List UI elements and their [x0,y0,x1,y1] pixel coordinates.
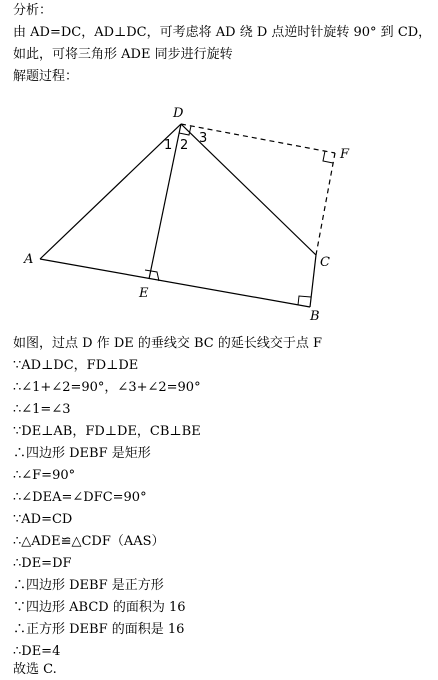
step-3: ∴∠1+∠2=90°，∠3+∠2=90° [13,380,201,395]
label-E: E [139,286,149,301]
step-11: ∴DE=DF [13,556,72,571]
step-7: ∴∠F=90° [13,468,76,483]
segment-AD [40,124,181,259]
step-1: 如图，过点 D 作 DE 的垂线交 BC 的延长线交于点 F [13,336,323,351]
label-B: B [310,309,320,324]
segment-CB [310,255,316,307]
analysis-heading: 分析： [13,3,53,18]
step-2: ∵AD⊥DC，FD⊥DE [13,358,139,373]
step-6: ∴四边形 DEBF 是矩形 [13,446,151,461]
final-answer: 故选 C. [13,662,57,677]
step-9: ∵AD=CD [13,512,73,527]
angle-label-1: 1 [164,138,173,153]
right-angle-B [298,296,311,305]
step-13: ∵四边形 ABCD 的面积为 16 [13,600,186,615]
label-F: F [340,147,350,162]
angle-label-2: 2 [180,138,189,153]
label-C: C [320,255,330,270]
step-15: ∴DE=4 [13,644,61,659]
geometry-figure [0,0,438,330]
angle-label-3: 3 [199,131,208,146]
label-A: A [24,252,34,267]
label-D: D [173,106,184,121]
analysis-line-2: 如此，可将三角形 ADE 同步进行旋转 [13,47,233,62]
step-14: ∴正方形 DEBF 的面积是 16 [13,622,185,637]
segment-AB [40,259,310,307]
dashed-FC [316,153,335,255]
step-5: ∵DE⊥AB，FD⊥DE，CB⊥BE [13,424,201,439]
step-10: ∴△ADE≌△CDF（AAS） [13,534,165,549]
analysis-line-1: 由 AD=DC，AD⊥DC，可考虑将 AD 绕 D 点逆时针旋转 90° 到 CD， [13,25,432,40]
step-8: ∴∠DEA=∠DFC=90° [13,490,147,505]
step-4: ∴∠1=∠3 [13,402,71,417]
step-12: ∴四边形 DEBF 是正方形 [13,578,164,593]
process-heading: 解题过程： [13,69,79,84]
